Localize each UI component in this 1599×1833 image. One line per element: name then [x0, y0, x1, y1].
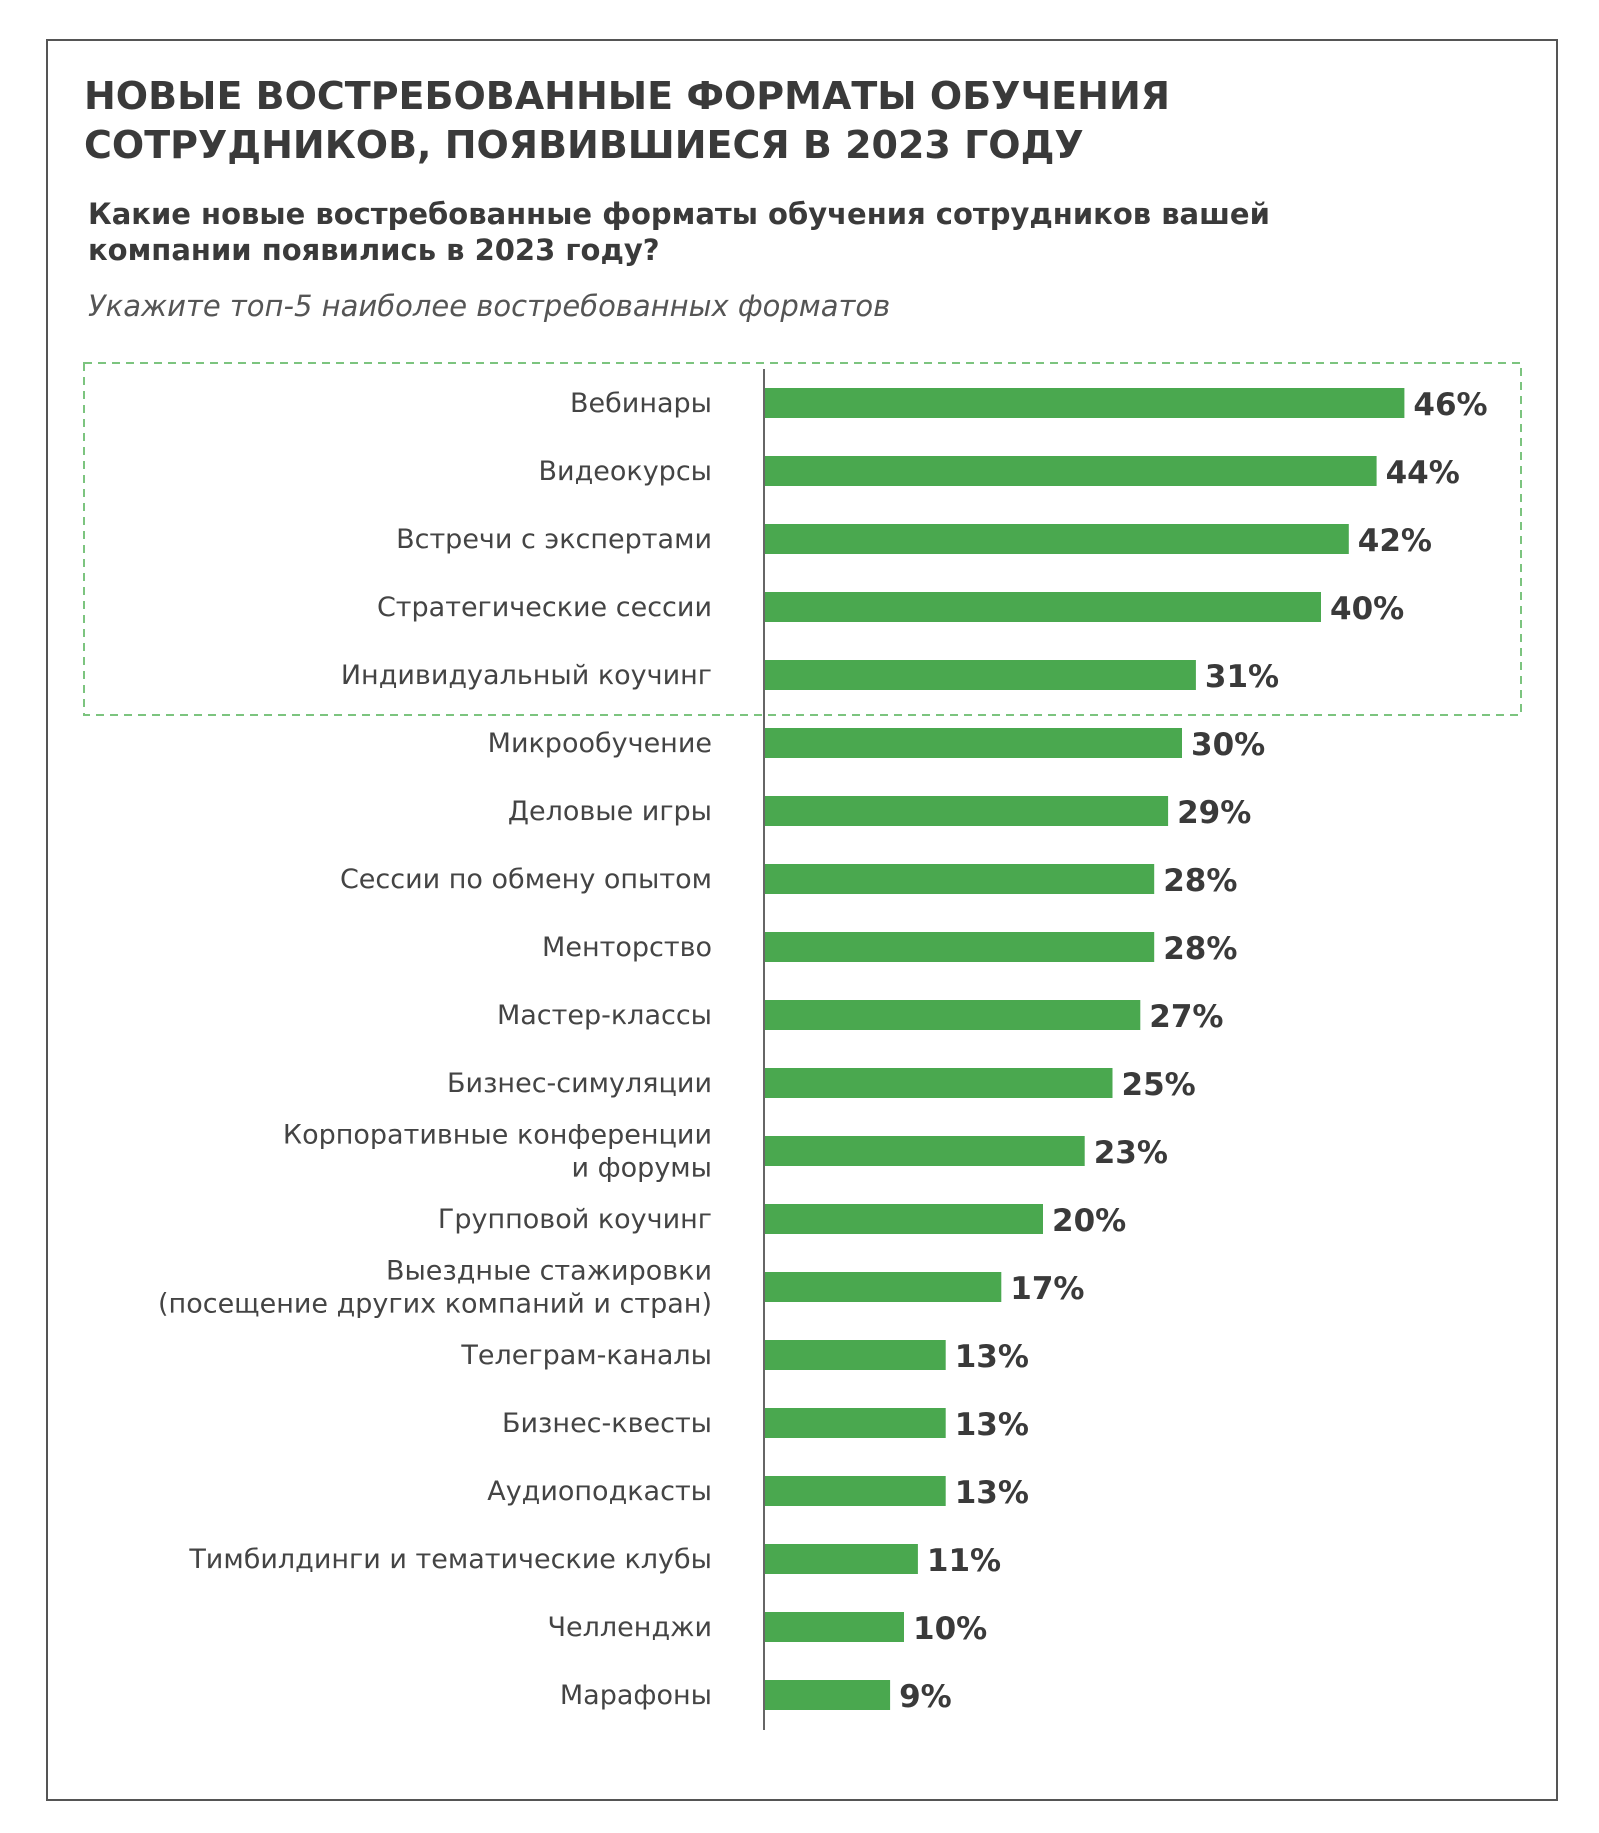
bar — [765, 932, 1154, 962]
survey-hint: Укажите топ-5 наиболее востребованных форматов — [88, 289, 891, 323]
bar-value-label: 28% — [1163, 863, 1238, 899]
bar-value-label: 29% — [1177, 795, 1252, 831]
bar — [765, 456, 1377, 486]
category-label: Вебинары — [570, 388, 712, 419]
bar-value-label: 40% — [1330, 591, 1405, 627]
bar — [765, 1476, 946, 1506]
bar-value-label: 46% — [1413, 387, 1488, 423]
question-line-2: компании появились в 2023 году? — [88, 233, 660, 267]
category-label: (посещение других компаний и стран) — [158, 1288, 712, 1320]
bar — [765, 660, 1196, 690]
bar-value-label: 13% — [954, 1407, 1029, 1443]
category-label: Микрообучение — [487, 728, 712, 759]
category-label: Видеокурсы — [538, 456, 712, 487]
bar-value-label: 27% — [1149, 999, 1224, 1035]
category-label: Тимбилдинги и тематические клубы — [189, 1544, 712, 1575]
category-label: Челленджи — [547, 1612, 712, 1643]
category-label: Индивидуальный коучинг — [340, 660, 712, 691]
category-label: и форумы — [571, 1152, 712, 1184]
category-label: Мастер-классы — [496, 1000, 712, 1031]
bar — [765, 1680, 890, 1710]
category-label: Бизнес-симуляции — [447, 1068, 712, 1099]
category-label: Стратегические сессии — [376, 592, 712, 623]
bar-value-label: 10% — [913, 1611, 988, 1647]
category-label: Групповой коучинг — [437, 1204, 712, 1235]
category-label: Встречи с экспертами — [396, 524, 712, 555]
bar — [765, 1204, 1043, 1234]
bar — [765, 1340, 946, 1370]
bar-value-label: 25% — [1121, 1067, 1196, 1103]
bar-value-label: 13% — [954, 1339, 1029, 1375]
bar-value-label: 9% — [899, 1679, 952, 1715]
bar — [765, 388, 1404, 418]
bar-value-label: 13% — [954, 1475, 1029, 1511]
bar-value-label: 31% — [1204, 659, 1280, 695]
bar — [765, 592, 1321, 622]
bar-value-label: 23% — [1093, 1135, 1168, 1171]
bar — [765, 728, 1182, 758]
category-label: Сессии по обмену опытом — [339, 864, 712, 895]
bar-value-label: 44% — [1385, 455, 1460, 491]
bar-value-label: 20% — [1052, 1203, 1127, 1239]
title-line-1: НОВЫЕ ВОСТРЕБОВАННЫЕ ФОРМАТЫ ОБУЧЕНИЯ — [84, 74, 1171, 118]
bar — [765, 1000, 1140, 1030]
bar — [765, 1272, 1001, 1302]
category-label: Марафоны — [559, 1680, 712, 1711]
question-line-1: Какие новые востребованные форматы обучения сотрудников вашей — [88, 197, 1270, 231]
bar — [765, 1612, 904, 1642]
category-label: Бизнес-квесты — [501, 1408, 712, 1439]
bar-value-label: 42% — [1357, 523, 1433, 559]
bar — [765, 1068, 1113, 1098]
bar — [765, 524, 1349, 554]
category-label: Деловые игры — [507, 796, 712, 827]
bar-value-label: 30% — [1191, 727, 1266, 763]
category-label: Корпоративные конференции — [282, 1119, 712, 1151]
bar — [765, 1544, 918, 1574]
bar-value-label: 28% — [1163, 931, 1238, 967]
bar — [765, 796, 1168, 826]
bar — [765, 1136, 1085, 1166]
category-label: Аудиоподкасты — [487, 1476, 712, 1507]
category-label: Выездные стажировки — [385, 1255, 712, 1287]
bar — [765, 1408, 946, 1438]
bar-value-label: 11% — [926, 1543, 1002, 1579]
title-line-2: СОТРУДНИКОВ, ПОЯВИВШИЕСЯ В 2023 ГОДУ — [84, 123, 1084, 167]
category-label: Менторство — [542, 932, 712, 963]
category-label: Телеграм-каналы — [461, 1340, 712, 1371]
bar-value-label: 17% — [1010, 1271, 1085, 1307]
bar — [765, 864, 1154, 894]
